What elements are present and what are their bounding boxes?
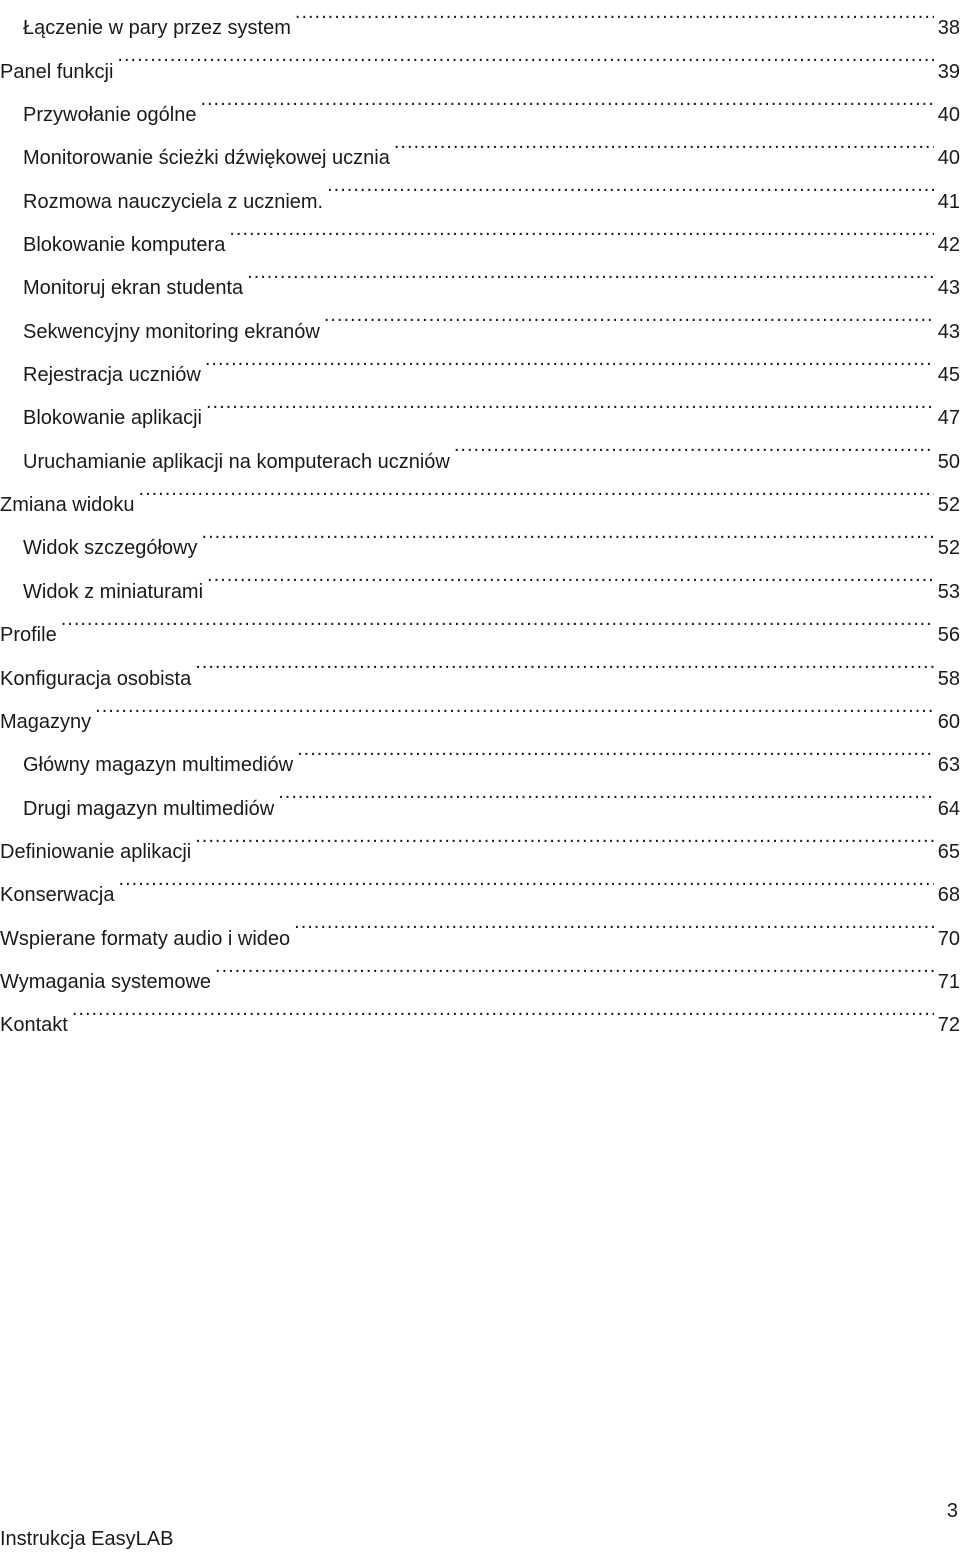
toc-entry[interactable] (0, 0, 960, 40)
toc-entry-title: Uruchamianie aplikacji na komputerach uczniów (23, 450, 450, 473)
toc-dot-leader (200, 78, 933, 121)
toc-entry[interactable] (0, 728, 960, 777)
toc-entry[interactable] (0, 468, 960, 517)
toc-entry-page: 60 (937, 710, 960, 733)
toc-entry[interactable] (0, 858, 960, 907)
toc-dot-leader (61, 598, 934, 641)
toc-dot-leader (195, 641, 934, 684)
toc-entry-page: 71 (937, 970, 960, 993)
toc-entry-title: Rejestracja uczniów (23, 364, 201, 387)
toc-dot-leader (297, 728, 934, 771)
toc-dot-leader (394, 121, 934, 164)
toc-entry-title: Magazyny (0, 710, 92, 733)
toc-entry-title: Monitorowanie ścieżki dźwiękowej ucznia (23, 147, 390, 170)
toc-entry-page: 64 (937, 797, 960, 820)
toc-entry-page: 45 (937, 364, 960, 387)
toc-entry-page: 43 (937, 320, 960, 343)
toc-entry-page: 38 (937, 17, 960, 40)
toc-entry[interactable] (0, 598, 960, 647)
toc-entry-title: Widok z miniaturami (23, 580, 204, 603)
footer-document-title: Instrukcja EasyLAB (0, 1528, 174, 1550)
toc-entry-title: Monitoruj ekran studenta (23, 277, 244, 300)
toc-entry-title: Łączenie w pary przez system (23, 17, 291, 40)
toc-entry-page: 72 (937, 1014, 960, 1037)
toc-entry[interactable] (0, 511, 960, 560)
toc-entry-title: Wspierane formaty audio i wideo (0, 927, 291, 950)
toc-dot-leader (95, 685, 934, 728)
toc-dot-leader (205, 338, 934, 381)
toc-entry-title: Drugi magazyn multimediów (23, 797, 275, 820)
toc-dot-leader (72, 988, 934, 1031)
toc-entry-title: Konserwacja (0, 884, 115, 907)
toc-entry[interactable] (0, 685, 960, 733)
toc-entry-page: 63 (937, 754, 960, 777)
toc-entry-title: Kontakt (0, 1014, 68, 1037)
toc-dot-leader (229, 208, 933, 251)
toc-dot-leader (327, 164, 934, 207)
toc-entry-page: 39 (937, 60, 960, 83)
toc-entry-title: Blokowanie aplikacji (23, 407, 202, 430)
toc-entry[interactable] (0, 988, 960, 1037)
toc-dot-leader (324, 294, 934, 337)
toc-dot-leader (295, 0, 934, 34)
toc-entry-page: 52 (937, 537, 960, 560)
toc-dot-leader (247, 251, 934, 294)
toc-entry-page: 43 (937, 277, 960, 300)
toc-entry-title: Widok szczegółowy (23, 537, 198, 560)
toc-entry-title: Sekwencyjny monitoring ekranów (23, 320, 320, 343)
toc-dot-leader (294, 901, 934, 944)
toc-entry-page: 52 (937, 494, 960, 517)
toc-dot-leader (139, 468, 934, 511)
toc-entry[interactable] (0, 34, 960, 83)
toc-dot-leader (119, 858, 934, 901)
toc-entry-page: 56 (937, 624, 960, 647)
toc-entry-page: 58 (937, 667, 960, 690)
toc-entry[interactable] (0, 78, 960, 127)
toc-dot-leader (215, 945, 934, 988)
toc-entry[interactable] (0, 901, 960, 950)
toc-entry-title: Główny magazyn multimediów (23, 754, 294, 777)
toc-dot-leader (278, 771, 934, 814)
toc-entry-page: 65 (937, 840, 960, 863)
toc-entry-page: 50 (937, 450, 960, 473)
toc-entry-title: Wymagania systemowe (0, 970, 212, 993)
toc-dot-leader (117, 34, 933, 77)
toc-entry-title: Blokowanie komputera (23, 234, 226, 257)
toc-entry-title: Profile (0, 624, 57, 647)
toc-entry[interactable] (0, 641, 960, 690)
toc-entry-page: 41 (937, 190, 960, 213)
toc-entry-page: 40 (937, 104, 960, 127)
toc-entry-page: 53 (937, 580, 960, 603)
toc-entry-title: Definiowanie aplikacji (0, 840, 192, 863)
toc-entry-title: Przywołanie ogólne (23, 104, 197, 127)
toc-entry-page: 42 (937, 234, 960, 257)
toc-dot-leader (207, 554, 934, 597)
toc-dot-leader (195, 815, 934, 858)
toc-dot-leader (202, 511, 934, 554)
toc-dot-leader (206, 381, 934, 424)
toc-entry-title: Konfiguracja osobista (0, 667, 192, 690)
toc-entry-title: Panel funkcji (0, 60, 114, 83)
toc-entry-page: 47 (937, 407, 960, 430)
toc-entry-page: 40 (937, 147, 960, 170)
toc-entry-page: 70 (937, 927, 960, 950)
toc-entry-title: Zmiana widoku (0, 494, 135, 517)
toc-entry-page: 68 (937, 884, 960, 907)
toc-dot-leader (454, 424, 934, 467)
page-number: 3 (946, 1500, 958, 1522)
toc-entry-title: Rozmowa nauczyciela z uczniem. (23, 190, 324, 213)
